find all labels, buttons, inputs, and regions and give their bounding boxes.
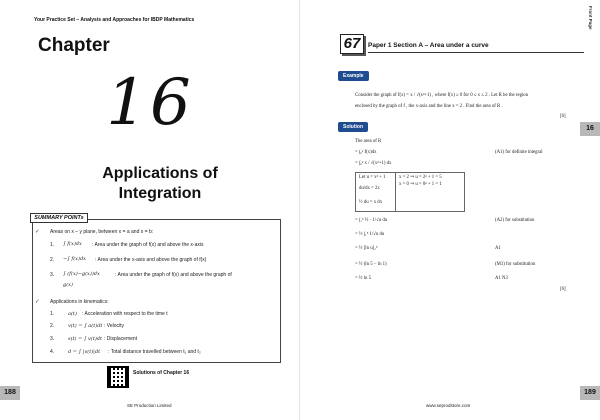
qr-label: Solutions of Chapter 16 <box>133 370 190 376</box>
kin-item-num: 2. <box>50 323 55 329</box>
qr-code-icon[interactable] <box>107 366 129 388</box>
footer-left: SE Production Limited <box>127 403 172 408</box>
kin-item-text: : Acceleration with respect to the time t <box>82 311 168 317</box>
solution-line: = ∫₁⁵ ½ · 1/√u du <box>355 218 388 223</box>
area-item-text: : Area under the x-axis and above the graph of f(x) <box>95 257 207 263</box>
solution-marks: [6] <box>560 287 566 292</box>
area-item-text: : Area under the graph of f(x) and above the graph of <box>115 272 232 278</box>
chapter-word: Chapter <box>38 35 110 56</box>
area-item-formula: ∫ f(x)dx <box>63 241 82 247</box>
kin-item-formula: v(t) = ∫ a(t)dt <box>68 323 103 329</box>
substitution-cell: Let u = x² + 1 <box>359 175 386 180</box>
kin-item-formula: d = ∫ |v(t)|dt <box>68 349 101 355</box>
page-number-left: 188 <box>0 386 20 400</box>
kin-item-formula: a(t) <box>68 311 77 317</box>
footer-right[interactable]: www.seprodstore.com <box>426 403 471 408</box>
substitution-cell: x = 0 ⇒ u = 0² + 1 = 1 <box>399 182 442 187</box>
kinematics-intro: Applications in kinematics: <box>50 299 109 305</box>
solution-mark: A1 N3 <box>495 276 508 281</box>
substitution-cell: ½ du = x dx <box>359 200 383 205</box>
chapter-title-line2: Integration <box>118 185 202 202</box>
solution-mark: (M1) for substitution <box>495 262 536 267</box>
side-label: Front Page <box>588 6 593 30</box>
right-page <box>300 0 600 420</box>
substitution-right-col <box>396 173 466 211</box>
check-icon: ✓ <box>35 299 40 305</box>
solution-mark: A1 <box>495 246 501 251</box>
area-item-formula: −∫ f(x)dx <box>63 256 86 262</box>
solution-mark: (A2) for substitution <box>495 218 535 223</box>
summary-tab: SUMMARY POINTs <box>30 213 88 223</box>
areas-intro: Areas on x – y plane, between x = a and x = b: <box>50 229 154 235</box>
chapter-title-line1: Applications of <box>102 165 218 182</box>
solution-mark: (A1) for definite integral <box>495 150 543 155</box>
kin-item-text: : Displacement <box>104 336 138 342</box>
chapter-number: 16 <box>106 66 194 140</box>
solution-line: = ½ ∫₁⁵ 1/√u du <box>355 232 385 237</box>
solution-line: The area of R <box>355 139 382 144</box>
kin-item-num: 4. <box>50 349 55 355</box>
area-item-text-cont: g(x) <box>63 282 73 288</box>
question-heading: Paper 1 Section A – Area under a curve <box>368 42 489 49</box>
example-label: Example <box>338 71 369 81</box>
area-item-num: 1. <box>50 242 55 248</box>
kin-item-text: : Total distance travelled between t₁ and t₂ <box>108 349 201 355</box>
chapter-side-tab: 16 <box>580 122 600 136</box>
running-head: Your Practice Set – Analysis and Approaches for IBDP Mathematics <box>34 17 195 23</box>
chapter-title <box>0 164 320 204</box>
substitution-left-col <box>356 173 396 211</box>
solution-label: Solution <box>338 122 368 132</box>
kin-item-num: 3. <box>50 336 55 342</box>
question-number-badge: 67 <box>340 34 364 54</box>
area-item-num: 3. <box>50 272 55 278</box>
solution-line: = ½ (ln 5 − ln 1) <box>355 262 387 267</box>
question-line-1: Consider the graph of f(x) = x / √(x²+1) , where f(x) ≥ 0 for 0 ≤ x ≤ 2 . Let R be the region <box>355 93 529 98</box>
substitution-cell: x = 2 ⇒ u = 2² + 1 = 5 <box>399 175 442 180</box>
solution-line: = ½ ln 5 <box>355 276 372 281</box>
solution-line: = ∫₀² x / √(x²+1) dx <box>355 161 392 166</box>
substitution-table <box>355 172 465 212</box>
solution-line: = ∫₀² f(x)dx <box>355 150 377 155</box>
solution-line: = ½ [ln u]₁⁵ <box>355 246 378 251</box>
question-marks: [6] <box>560 114 566 119</box>
kin-item-num: 1. <box>50 311 55 317</box>
heading-rule <box>368 52 584 53</box>
area-item-num: 2. <box>50 257 55 263</box>
question-line-2: enclosed by the graph of f , the x-axis and the line x = 2 . Find the area of R . <box>355 104 503 109</box>
area-item-formula: ∫ (f(x)−g(x))dx <box>63 271 100 277</box>
area-item-text: : Area under the graph of f(x) and above the x-axis <box>92 242 204 248</box>
check-icon: ✓ <box>35 229 40 235</box>
kin-item-formula: s(t) = ∫ v(t)dt <box>68 336 102 342</box>
substitution-cell: du/dx = 2x <box>359 186 380 191</box>
kin-item-text: : Velocity <box>104 323 125 329</box>
page-number-right: 189 <box>580 386 600 400</box>
